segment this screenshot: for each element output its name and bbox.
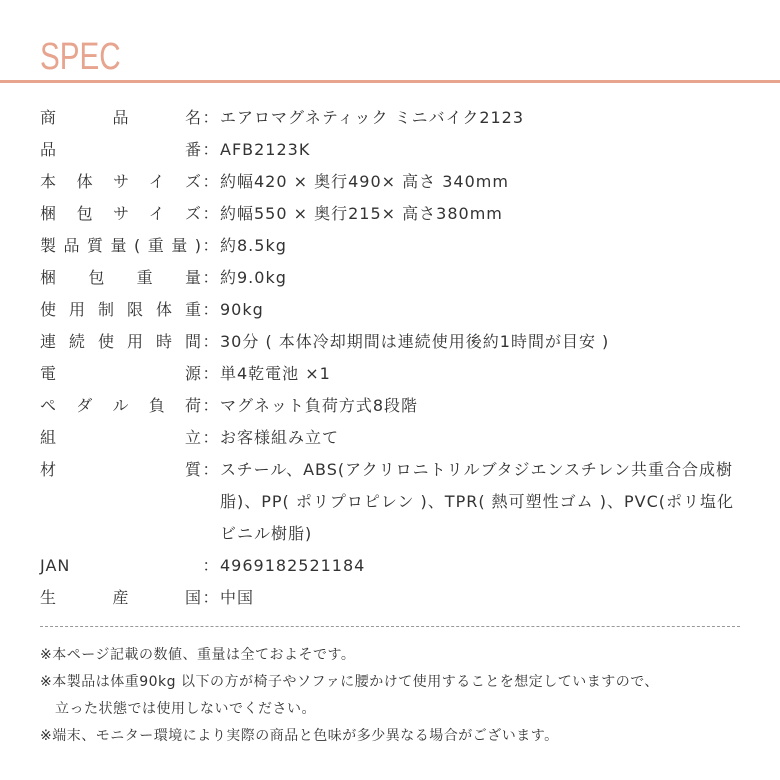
spec-value: 単4乾電池 ×1 xyxy=(220,364,331,383)
spec-label: 組立 xyxy=(40,428,202,447)
note-approximate-values: ※本ページ記載の数値、重量は全ておよそです。 xyxy=(40,647,356,663)
spec-value: 約9.0kg xyxy=(220,268,287,287)
spec-value: 4969182521184 xyxy=(220,556,366,575)
spec-label: 材質 xyxy=(40,460,202,479)
spec-colon: ： xyxy=(202,108,220,127)
spec-label: 梱包サイズ xyxy=(40,204,202,223)
spec-value: 約8.5kg xyxy=(220,236,287,255)
spec-row-assembly xyxy=(40,422,750,454)
spec-value: お客様組み立て xyxy=(220,428,340,447)
spec-label: 生産国 xyxy=(40,588,202,607)
dashed-divider xyxy=(40,626,740,627)
spec-row-weight-limit xyxy=(40,294,750,326)
spec-value: エアロマグネティック ミニバイク2123 xyxy=(220,108,525,127)
spec-value: マグネット負荷方式8段階 xyxy=(220,396,419,415)
note-color-difference: ※端末、モニター環境により実際の商品と色味が多少異なる場合がございます。 xyxy=(40,728,559,744)
spec-colon: ： xyxy=(202,364,220,383)
spec-row-product-name xyxy=(40,102,750,134)
spec-row-pedal-load xyxy=(40,390,750,422)
spec-label: 製品質量(重量) xyxy=(40,236,202,255)
page-title: SPEC xyxy=(40,36,121,78)
spec-label: 本体サイズ xyxy=(40,172,202,191)
spec-colon: ： xyxy=(202,396,220,415)
spec-value: 約幅550 × 奥行215× 高さ380mm xyxy=(220,204,503,223)
spec-table xyxy=(40,102,750,614)
spec-colon: ： xyxy=(202,428,220,447)
spec-row-continuous-use xyxy=(40,326,750,358)
spec-row-product-weight xyxy=(40,230,750,262)
spec-label: 電源 xyxy=(40,364,202,383)
spec-label: 商品名 xyxy=(40,108,202,127)
spec-row-body-size xyxy=(40,166,750,198)
spec-colon: ： xyxy=(202,172,220,191)
spec-label: JAN xyxy=(40,556,71,575)
notes-section xyxy=(40,642,760,750)
spec-label: 使用制限体重 xyxy=(40,300,202,319)
spec-value: AFB2123K xyxy=(220,140,311,159)
spec-value: 30分 ( 本体冷却期間は連続使用後約1時間が目安 ) xyxy=(220,332,610,351)
spec-colon: ： xyxy=(202,268,220,287)
spec-value: スチール、ABS(アクリロニトリルブタジエンスチレン共重合合成樹脂)、PP( ポリプロピレン )、TPR( 熱可塑性ゴム )、PVC(ポリ塩化ビニル樹脂) xyxy=(220,460,734,543)
spec-colon: ： xyxy=(202,236,220,255)
spec-colon: ： xyxy=(202,140,220,159)
title-divider xyxy=(0,80,780,83)
note-usage-line2: 立った状態では使用しないでください。 xyxy=(55,701,316,717)
spec-colon: ： xyxy=(202,460,220,479)
spec-label: 連続使用時間 xyxy=(40,332,202,351)
spec-row-jan xyxy=(40,550,750,582)
note-usage-line1: ※本製品は体重90kg 以下の方が椅子やソファに腰かけて使用することを想定していますので、 xyxy=(40,674,659,690)
spec-row-material xyxy=(40,454,750,550)
spec-colon: ： xyxy=(202,588,220,607)
spec-row-country xyxy=(40,582,750,614)
spec-row-package-size xyxy=(40,198,750,230)
spec-row-power xyxy=(40,358,750,390)
spec-value: 約幅420 × 奥行490× 高さ 340mm xyxy=(220,172,509,191)
spec-label: 梱包重量 xyxy=(40,268,202,287)
spec-row-package-weight xyxy=(40,262,750,294)
spec-colon: ： xyxy=(202,556,220,575)
spec-colon: ： xyxy=(202,332,220,351)
spec-colon: ： xyxy=(202,300,220,319)
spec-colon: ： xyxy=(202,204,220,223)
spec-value: 90kg xyxy=(220,300,264,319)
spec-label: ペダル負荷 xyxy=(40,396,202,415)
spec-row-model-number xyxy=(40,134,750,166)
spec-value: 中国 xyxy=(220,588,255,607)
spec-label: 品番 xyxy=(40,140,202,159)
